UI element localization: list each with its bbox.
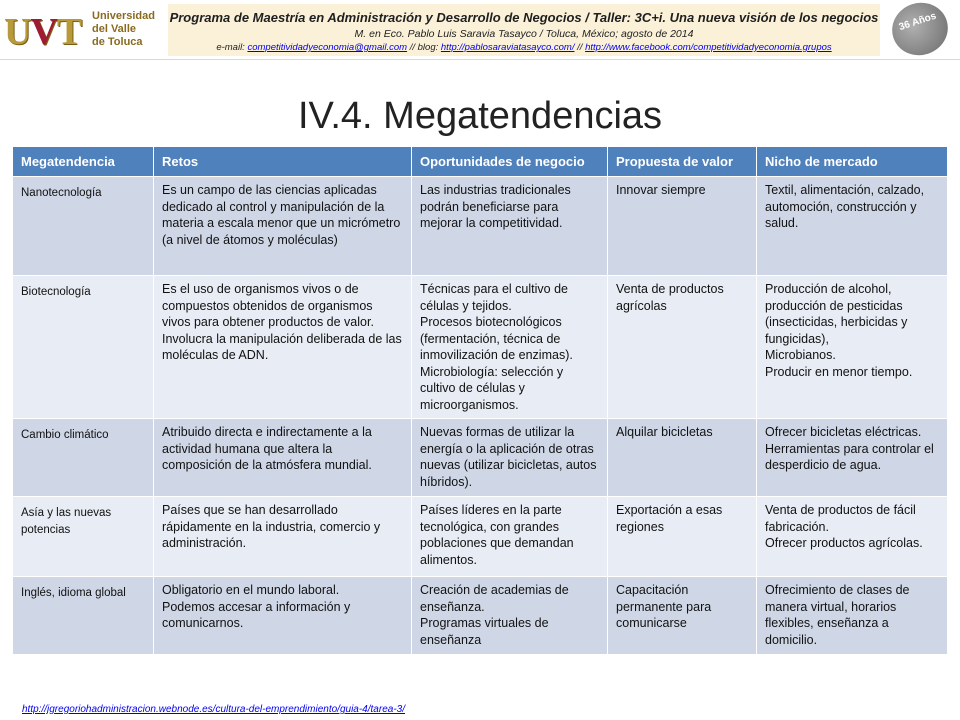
logo-line: de Toluca [92, 36, 143, 48]
table-cell: Atribuido directa e indirectamente a la actividad humana que altera la composición de la atmósfera mundial. [154, 419, 412, 497]
column-header: Propuesta de valor [608, 147, 757, 177]
anniversary-badge [885, 0, 954, 62]
column-header: Oportunidades de negocio [412, 147, 608, 177]
column-header: Retos [154, 147, 412, 177]
contact-links [168, 42, 880, 53]
table-cell: Creación de academias de enseñanza. Programas virtuales de enseñanza [412, 577, 608, 655]
logo-line: del Valle [92, 23, 137, 35]
facebook-link[interactable]: http://www.facebook.com/competitividadyeconomia.grupos [585, 42, 832, 53]
table-cell: Exportación a esas regiones [608, 497, 757, 577]
logo-text [92, 10, 155, 49]
table-row [13, 419, 948, 497]
program-title: Programa de Maestría en Administración y Desarrollo de Negocios / Taller: 3C+i. Una nueva visión de los negocios [169, 10, 879, 25]
column-header: Nicho de mercado [757, 147, 948, 177]
table-cell: Asía y las nuevas potencias [13, 497, 154, 577]
table-cell: Es un campo de las ciencias aplicadas dedicado al control y manipulación de la materia a escala menor que un micrómetro (a nivel de átomos y moléculas) [154, 177, 412, 276]
email-label: e-mail: [216, 42, 248, 53]
table-cell: Obligatorio en el mundo laboral. Podemos accesar a información y comunicarnos. [154, 577, 412, 655]
column-header: Megatendencia [13, 147, 154, 177]
table-cell: Países líderes en la parte tecnológica, con grandes poblaciones que demandan alimentos. [412, 497, 608, 577]
table-cell: Inglés, idioma global [13, 577, 154, 655]
university-logo [4, 6, 164, 54]
blog-label: // blog: [407, 42, 441, 53]
table-cell: Cambio climático [13, 419, 154, 497]
table-row [13, 276, 948, 419]
badge-text: 36 Años [897, 10, 938, 34]
table-cell: Venta de productos agrícolas [608, 276, 757, 419]
table-cell: Ofrecer bicicletas eléctricas. Herramientas para controlar el desperdicio de agua. [757, 419, 948, 497]
footer [22, 704, 405, 715]
facebook-label: // [574, 42, 586, 53]
table-row [13, 177, 948, 276]
megatendencias-table [12, 146, 948, 655]
table-cell: Nuevas formas de utilizar la energía o la aplicación de otras nuevas (utilizar bicicletas, autos híbridos). [412, 419, 608, 497]
table-cell: Venta de productos de fácil fabricación. Ofrecer productos agrícolas. [757, 497, 948, 577]
table-cell: Capacitación permanente para comunicarse [608, 577, 757, 655]
author-line: M. en Eco. Pablo Luis Saravia Tasayco / Toluca, México; agosto de 2014 [354, 28, 694, 40]
table-cell: Producción de alcohol, producción de pesticidas (insecticidas, herbicidas y fungicidas), Microbianos. Producir en menor tiempo. [757, 276, 948, 419]
table-cell: Es el uso de organismos vivos o de compuestos obtenidos de organismos vivos para obtener productos de valor. Involucra la manipulación deliberada de las moléculas de ADN. [154, 276, 412, 419]
logo-mark: UVT [4, 11, 82, 53]
table-cell: Técnicas para el cultivo de células y tejidos. Procesos biotecnológicos (fermentación, técnica de inmovilización de enzimas). Microbiología: selección y cultivo de células y microorganismos. [412, 276, 608, 419]
blog-link[interactable]: http://pablosaraviatasayco.com/ [440, 42, 575, 53]
table-cell: Nanotecnología [13, 177, 154, 276]
header-banner [0, 0, 960, 60]
table-cell: Biotecnología [13, 276, 154, 419]
table-cell: Países que se han desarrollado rápidamente en la industria, comercio y administración. [154, 497, 412, 577]
table-row [13, 577, 948, 655]
table-header-row [13, 147, 948, 177]
table-cell: Alquilar bicicletas [608, 419, 757, 497]
table-cell: Las industrias tradicionales podrán beneficiarse para mejorar la competitividad. [412, 177, 608, 276]
footer-link[interactable]: http://jgregoriohadministracion.webnode.es/cultura-del-emprendimiento/guia-4/tarea-3/ [22, 704, 405, 715]
email-link[interactable]: competitividadyeconomia@gmail.com [247, 42, 408, 53]
table-cell: Ofrecimiento de clases de manera virtual, horarios flexibles, enseñanza a domicilio. [757, 577, 948, 655]
table-cell: Innovar siempre [608, 177, 757, 276]
slide-title: IV.4. Megatendencias [297, 95, 663, 137]
table-row [13, 497, 948, 577]
logo-line: Universidad [92, 10, 155, 22]
table-cell: Textil, alimentación, calzado, automoción, construcción y salud. [757, 177, 948, 276]
header-info [168, 4, 880, 56]
